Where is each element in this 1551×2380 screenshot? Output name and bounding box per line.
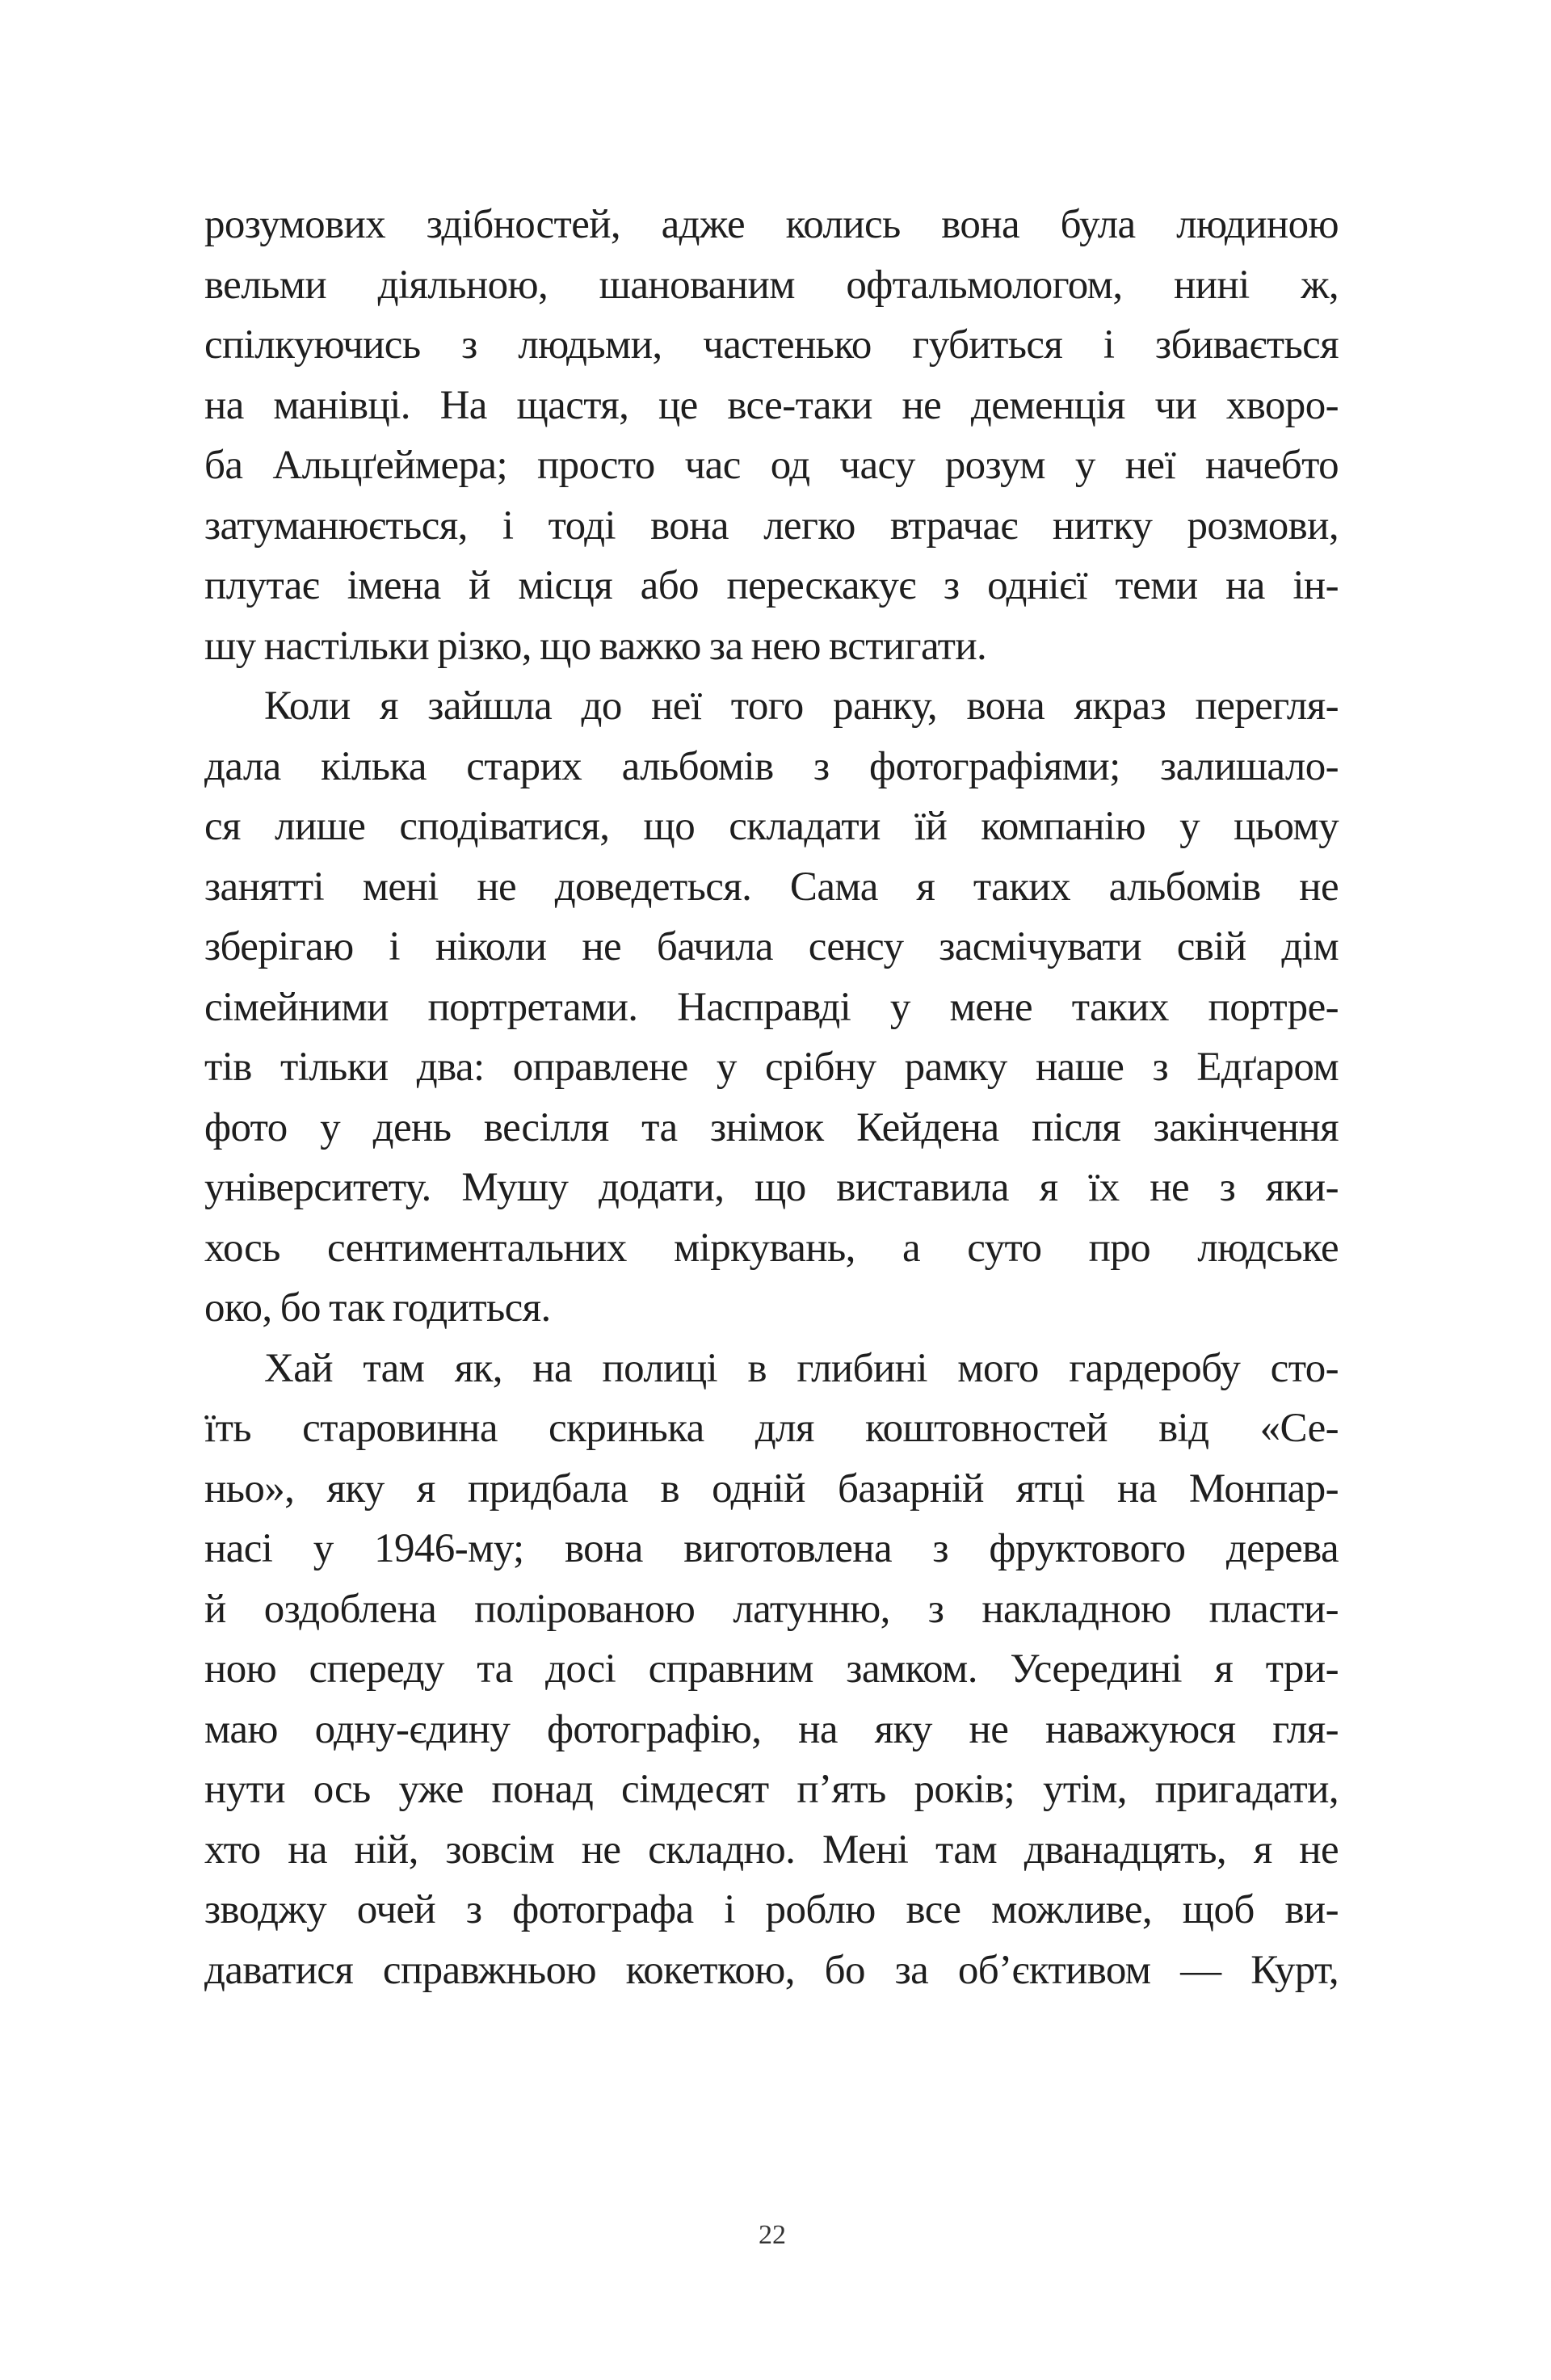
paragraph-first-line: Хай там як, на полиці в глибині мого гардеробу сто- [264,1345,1339,1391]
text-line: хто на ній, зовсім не складно. Мені там дванадцять, я не [204,1827,1339,1873]
text-line: розумових здібностей, адже колись вона була людиною [204,202,1339,247]
paragraph-first-line: Коли я зайшла до неї того ранку, вона якраз перегля- [264,683,1339,729]
text-line: шу настільки різко, що важко за нею встигати. [204,623,987,669]
text-line: хось сентиментальних міркувань, а суто про людське [204,1225,1339,1271]
text-line: вельми діяльною, шанованим офтальмологом, нині ж, [204,262,1339,308]
text-line: даватися справжньою кокеткою, бо за об’єктивом — Курт, [204,1947,1339,1993]
text-line: сімейними портретами. Насправді у мене таких портре- [204,984,1339,1030]
text-line: фото у день весілля та знімок Кейдена після закінчення [204,1104,1339,1150]
text-line: нути ось уже понад сімдесят п’ять років; утім, пригадати, [204,1767,1339,1812]
text-line: університету. Мушу додати, що виставила я їх не з яки- [204,1165,1339,1210]
text-line: плутає імена й місця або перескакує з однієї теми на ін- [204,563,1339,608]
text-line: й оздоблена полірованою латунню, з накладною пласти- [204,1586,1339,1632]
text-line: спілкуючись з людьми, частенько губиться і збивається [204,322,1339,368]
text-line: око, бо так годиться. [204,1285,551,1331]
text-line: ною спереду та досі справним замком. Усередині я три- [204,1646,1339,1692]
text-line: насі у 1946-му; вона виготовлена з фруктового дерева [204,1526,1339,1571]
text-line: дала кілька старих альбомів з фотографіями; залишало- [204,743,1339,789]
text-line: маю одну-єдину фотографію, на яку не наважуюся гля- [204,1706,1339,1752]
text-line: тів тільки два: оправлене у срібну рамку наше з Едґаром [204,1045,1339,1090]
text-line: ба Альцґеймера; просто час од часу розум у неї начебто [204,443,1339,488]
text-line: ньо», яку я придбала в одній базарній ятці на Монпар- [204,1465,1339,1512]
text-line: їть старовинна скринька для коштовностей від «Се- [204,1406,1339,1451]
text-line: зберігаю і ніколи не бачила сенсу засмічувати свій дім [204,924,1339,969]
text-line: занятті мені не доведеться. Сама я таких альбомів не [204,864,1339,910]
text-line: затуманюється, і тоді вона легко втрачає нитку розмови, [204,502,1339,549]
page-number: 22 [759,2220,786,2250]
body-text [204,195,1339,2000]
text-line: зводжу очей з фотографа і роблю все можливе, щоб ви- [204,1887,1339,1932]
text-line: ся лише сподіватися, що складати їй компанію у цьому [204,804,1339,849]
text-line: на манівці. На щастя, це все-таки не деменція чи хворо- [204,382,1339,428]
